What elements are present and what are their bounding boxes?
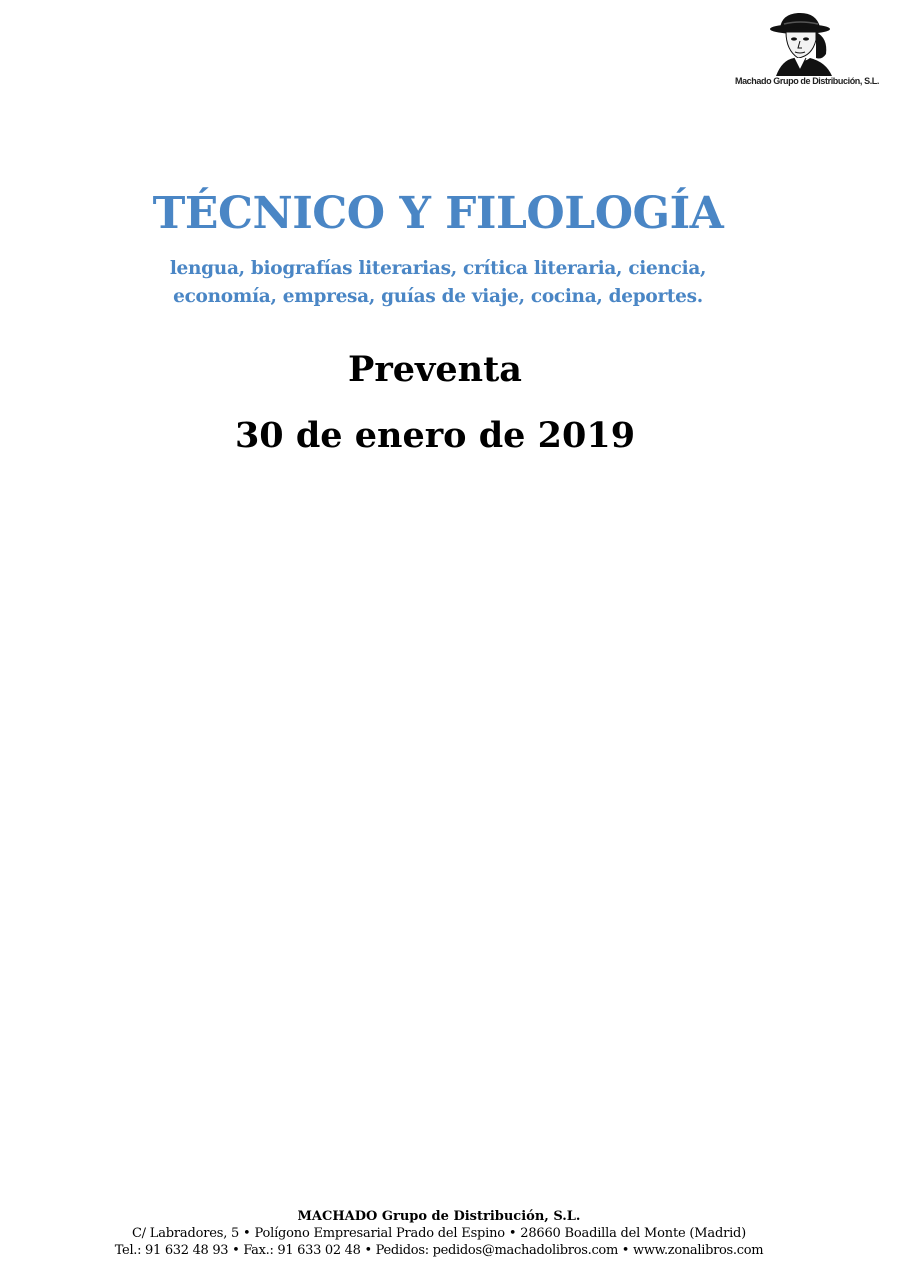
hat-man-silhouette-icon — [732, 10, 882, 76]
subtitle-line-2: economía, empresa, guías de viaje, cocina, deportes. — [173, 286, 703, 307]
presale-label: Preventa — [348, 349, 522, 390]
footer-address: C/ Labradores, 5 • Polígono Empresarial Prado del Espino • 28660 Boadilla del Monte (Madrid) — [131, 1226, 747, 1241]
company-logo — [732, 10, 882, 94]
page-title: TÉCNICO Y FILOLOGÍA — [152, 188, 724, 239]
footer-contact: Tel.: 91 632 48 93 • Fax.: 91 633 02 48 • Pedidos: pedidos@machadolibros.com • www.zonalibros.com — [114, 1243, 764, 1258]
subtitle-line-1: lengua, biografías literarias, crítica literaria, ciencia, — [169, 258, 707, 279]
presale-date: 30 de enero de 2019 — [234, 415, 636, 456]
footer-company: MACHADO Grupo de Distribución, S.L. — [297, 1209, 581, 1224]
logo-caption: Machado Grupo de Distribución, S.L. — [734, 76, 879, 86]
